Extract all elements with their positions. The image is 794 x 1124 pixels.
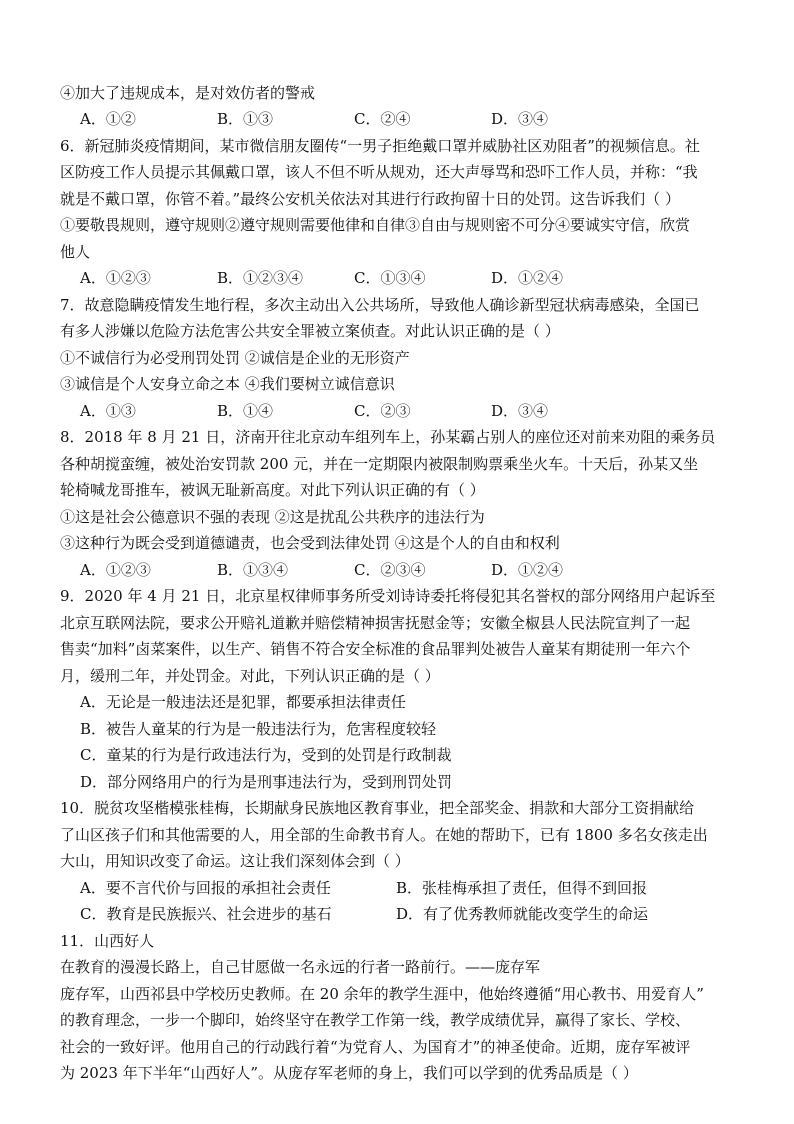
q10-option-a: A．要不言代价与回报的承担社会责任 <box>80 879 331 897</box>
q8-option-b: B．①③④ <box>217 561 289 579</box>
q7-option-c: C．②③ <box>354 402 411 420</box>
q9-stem-line-2: 北京互联网法院，要求公开赔礼道歉并赔偿精神损害抚慰金等；安徽全椒县人民法院宣判了一起 <box>60 614 691 632</box>
q8-stem-line-2: 各种胡搅蛮缠，被处治安罚款 200 元，并在一定期限内被限制购票乘坐火车。十天后，孙某又坐 <box>60 455 699 473</box>
q6-options <box>80 265 740 292</box>
q6-stem-line-1: 6．新冠肺炎疫情期间，某市微信朋友圈传“一男子拒绝戴口罩并威胁社区劝阻者”的视频信息。社 <box>60 137 700 155</box>
q7-stem-line-2: 有多人涉嫌以危险方法危害公共安全罪被立案侦查。对此认识正确的是（ ） <box>60 322 560 340</box>
q9-stem-line-1: 9．2020 年 4 月 21 日，北京星权律师事务所受刘诗诗委托将侵犯其名誉权的部分网络用户起诉至 <box>60 587 716 605</box>
q5-option-c: C．②④ <box>354 110 411 128</box>
q10-options-row-2 <box>80 901 740 928</box>
q8-option-a: A．①②③ <box>80 561 151 579</box>
q9-stem-line-3: 售卖“加料”卤菜案件，以生产、销售不符合安全标准的食品罪判处被告人童某有期徒刑一年六个 <box>60 640 691 658</box>
q10-option-c: C．教育是民族振兴、社会进步的基石 <box>80 905 332 923</box>
q7-stem-line-1: 7．故意隐瞒疫情发生地行程，多次主动出入公共场所，导致他人确诊新型冠状病毒感染，全国已 <box>60 296 700 314</box>
q6-option-c: C．①③④ <box>354 269 426 287</box>
q7-option-b: B．①④ <box>217 402 274 420</box>
q11-title: 11．山西好人 <box>60 932 155 950</box>
q7-statements-line-1: ①不诚信行为必受刑罚处罚 ②诚信是企业的无形资产 <box>60 349 410 367</box>
q7-option-d: D．③④ <box>491 402 549 420</box>
q5-option-d: D．③④ <box>491 110 549 128</box>
q7-statements-line-2: ③诚信是个人安身立命之本 ④我们要树立诚信意识 <box>60 375 395 393</box>
q11-quote: 在教育的漫漫长路上，自己甘愿做一名永远的行者一路前行。——庞存军 <box>60 958 541 976</box>
q7-option-a: A．①③ <box>80 402 136 420</box>
q5-option-b: B．①③ <box>217 110 274 128</box>
q10-option-b: B．张桂梅承担了责任，但得不到回报 <box>396 879 648 897</box>
q5-statement-4: ④加大了违规成本，是对效仿者的警戒 <box>60 84 316 102</box>
q8-statements-line-1: ①这是社会公德意识不强的表现 ②这是扰乱公共秩序的违法行为 <box>60 508 485 526</box>
q6-option-b: B．①②③④ <box>217 269 304 287</box>
q8-options <box>80 557 740 584</box>
q8-stem-line-3: 轮椅喊龙哥推车，被讽无耻新高度。对此下列认识正确的有（ ） <box>60 481 485 499</box>
q8-option-c: C．②③④ <box>354 561 426 579</box>
q10-option-d: D．有了优秀教师就能改变学生的命运 <box>396 905 649 923</box>
q9-option-c: C．童某的行为是行政违法行为，受到的处罚是行政制裁 <box>80 746 452 764</box>
q6-option-a: A．①②③ <box>80 269 151 287</box>
q8-option-d: D．①②④ <box>491 561 564 579</box>
q9-option-b: B．被告人童某的行为是一般违法行为，危害程度较轻 <box>80 720 437 738</box>
q10-stem-line-1: 10．脱贫攻坚楷模张桂梅，长期献身民族地区教育事业，把全部奖金、捐款和大部分工资捐献给 <box>60 799 695 817</box>
q8-stem-line-1: 8．2018 年 8 月 21 日，济南开往北京动车组列车上，孙某霸占别人的座位还对前来劝阻的乘务员 <box>60 428 716 446</box>
q6-option-d: D．①②④ <box>491 269 564 287</box>
q7-options <box>80 398 740 425</box>
q11-material-line-4: 为 2023 年下半年“山西好人”。从庞存军老师的身上，我们可以学到的优秀品质是（ ） <box>60 1064 638 1082</box>
q11-material-line-3: 社会的一致好评。他用自己的行动践行着“为党育人、为国育才”的神圣使命。近期，庞存军被评 <box>60 1038 691 1056</box>
q5-option-a: A．①② <box>80 110 136 128</box>
q9-option-d: D．部分网络用户的行为是刑事违法行为，受到刑罚处罚 <box>80 773 453 791</box>
q10-options-row-1 <box>80 875 740 902</box>
q6-stem-line-2: 区防疫工作人员提示其佩戴口罩，该人不但不听从规劝，还大声辱骂和恐吓工作人员，并称：“我 <box>60 163 698 181</box>
q11-material-line-2: 的教育理念，一步一个脚印，始终坚守在教学工作第一线，教学成绩优异，赢得了家长、学校、 <box>60 1011 691 1029</box>
q8-statements-line-2: ③这种行为既会受到道德谴责，也会受到法律处罚 ④这是个人的自由和权利 <box>60 534 560 552</box>
q6-statements-line-1: ①要敬畏规则，遵守规则②遵守规则需要他律和自律③自由与规则密不可分④要诚实守信，欣赏 <box>60 216 691 234</box>
q9-option-a: A．无论是一般违法还是犯罪，都要承担法律责任 <box>80 693 406 711</box>
q11-material-line-1: 庞存军，山西祁县中学校历史教师。在 20 余年的教学生涯中，他始终遵循“用心教书、用爱育人” <box>60 985 704 1003</box>
q6-stem-line-3: 就是不戴口罩，你管不着。”最终公安机关依法对其进行行政拘留十日的处罚。这告诉我们（ ） <box>60 190 680 208</box>
q10-stem-line-2: 了山区孩子们和其他需要的人，用全部的生命教书育人。在她的帮助下，已有 1800 多名女孩走出 <box>60 826 708 844</box>
q6-statements-line-2: 他人 <box>60 243 91 261</box>
q10-stem-line-3: 大山，用知识改变了命运。这让我们深刻体会到（ ） <box>60 852 410 870</box>
q5-options <box>80 106 740 133</box>
q9-stem-line-4: 月，缓刑二年，并处罚金。对此，下列认识正确的是（ ） <box>60 667 440 685</box>
